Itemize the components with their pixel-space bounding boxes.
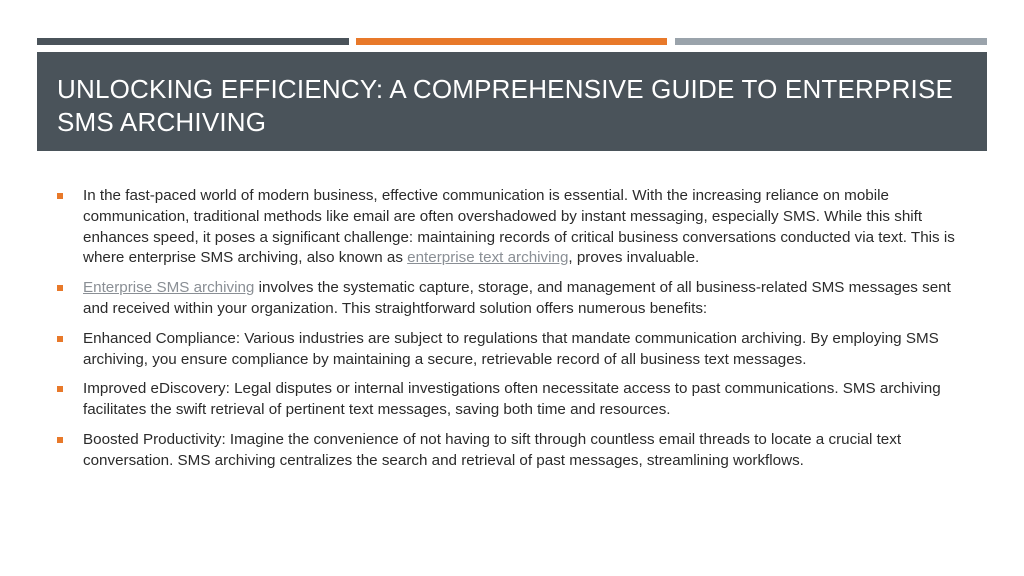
enterprise-sms-archiving-link[interactable]: Enterprise SMS archiving	[83, 279, 255, 297]
square-bullet-icon	[57, 336, 63, 342]
top-accent-bar-gray	[675, 38, 987, 45]
bullet-text: Improved eDiscovery: Legal disputes or internal investigations often necessitate access to past communications. SMS archiving facilitates the swift retrieval of pertinent text messages, saving both time and resources.	[83, 380, 941, 419]
enterprise-text-archiving-link[interactable]: enterprise text archiving	[407, 249, 569, 267]
bullet-text: Enhanced Compliance: Various industries are subject to regulations that mandate communication archiving. By employing SMS archiving, you ensure compliance by maintaining a secure, retrievable record of all business text messages.	[83, 329, 939, 368]
bullet-definition	[55, 278, 975, 320]
square-bullet-icon	[57, 285, 63, 291]
bullet-productivity	[55, 430, 975, 472]
bullet-text: , proves invaluable.	[568, 249, 700, 267]
square-bullet-icon	[57, 193, 63, 199]
square-bullet-icon	[57, 386, 63, 392]
slide-title: UNLOCKING EFFICIENCY: A COMPREHENSIVE GUIDE TO ENTERPRISE SMS ARCHIVING	[57, 74, 954, 137]
bullet-text: involves the systematic capture, storage, and management of all business-related SMS messages sent and received within your organization. This straightforward solution offers numerous benefits:	[83, 279, 951, 317]
top-accent-bar-dark	[37, 38, 349, 45]
bullet-text: In the fast-paced world of modern business, effective communication is essential. With the increasing reliance on mobile communication, traditional methods like email are often overshadowed by instant messaging, especially SMS. While this shift enhances speed, it poses a significant challenge: maintaining records of critical business conversations conducted via text. This is where enterprise SMS archiving, also known as	[83, 187, 955, 267]
bullet-list	[55, 186, 975, 481]
bullet-compliance	[55, 329, 975, 371]
top-accent-bar-orange	[356, 38, 667, 45]
square-bullet-icon	[57, 437, 63, 443]
title-band	[37, 52, 987, 151]
bullet-intro	[55, 186, 975, 269]
bullet-text: Boosted Productivity: Imagine the convenience of not having to sift through countless email threads to locate a crucial text conversation. SMS archiving centralizes the search and retrieval of past messages, streamlining workflows.	[83, 430, 902, 469]
bullet-ediscovery	[55, 379, 975, 421]
